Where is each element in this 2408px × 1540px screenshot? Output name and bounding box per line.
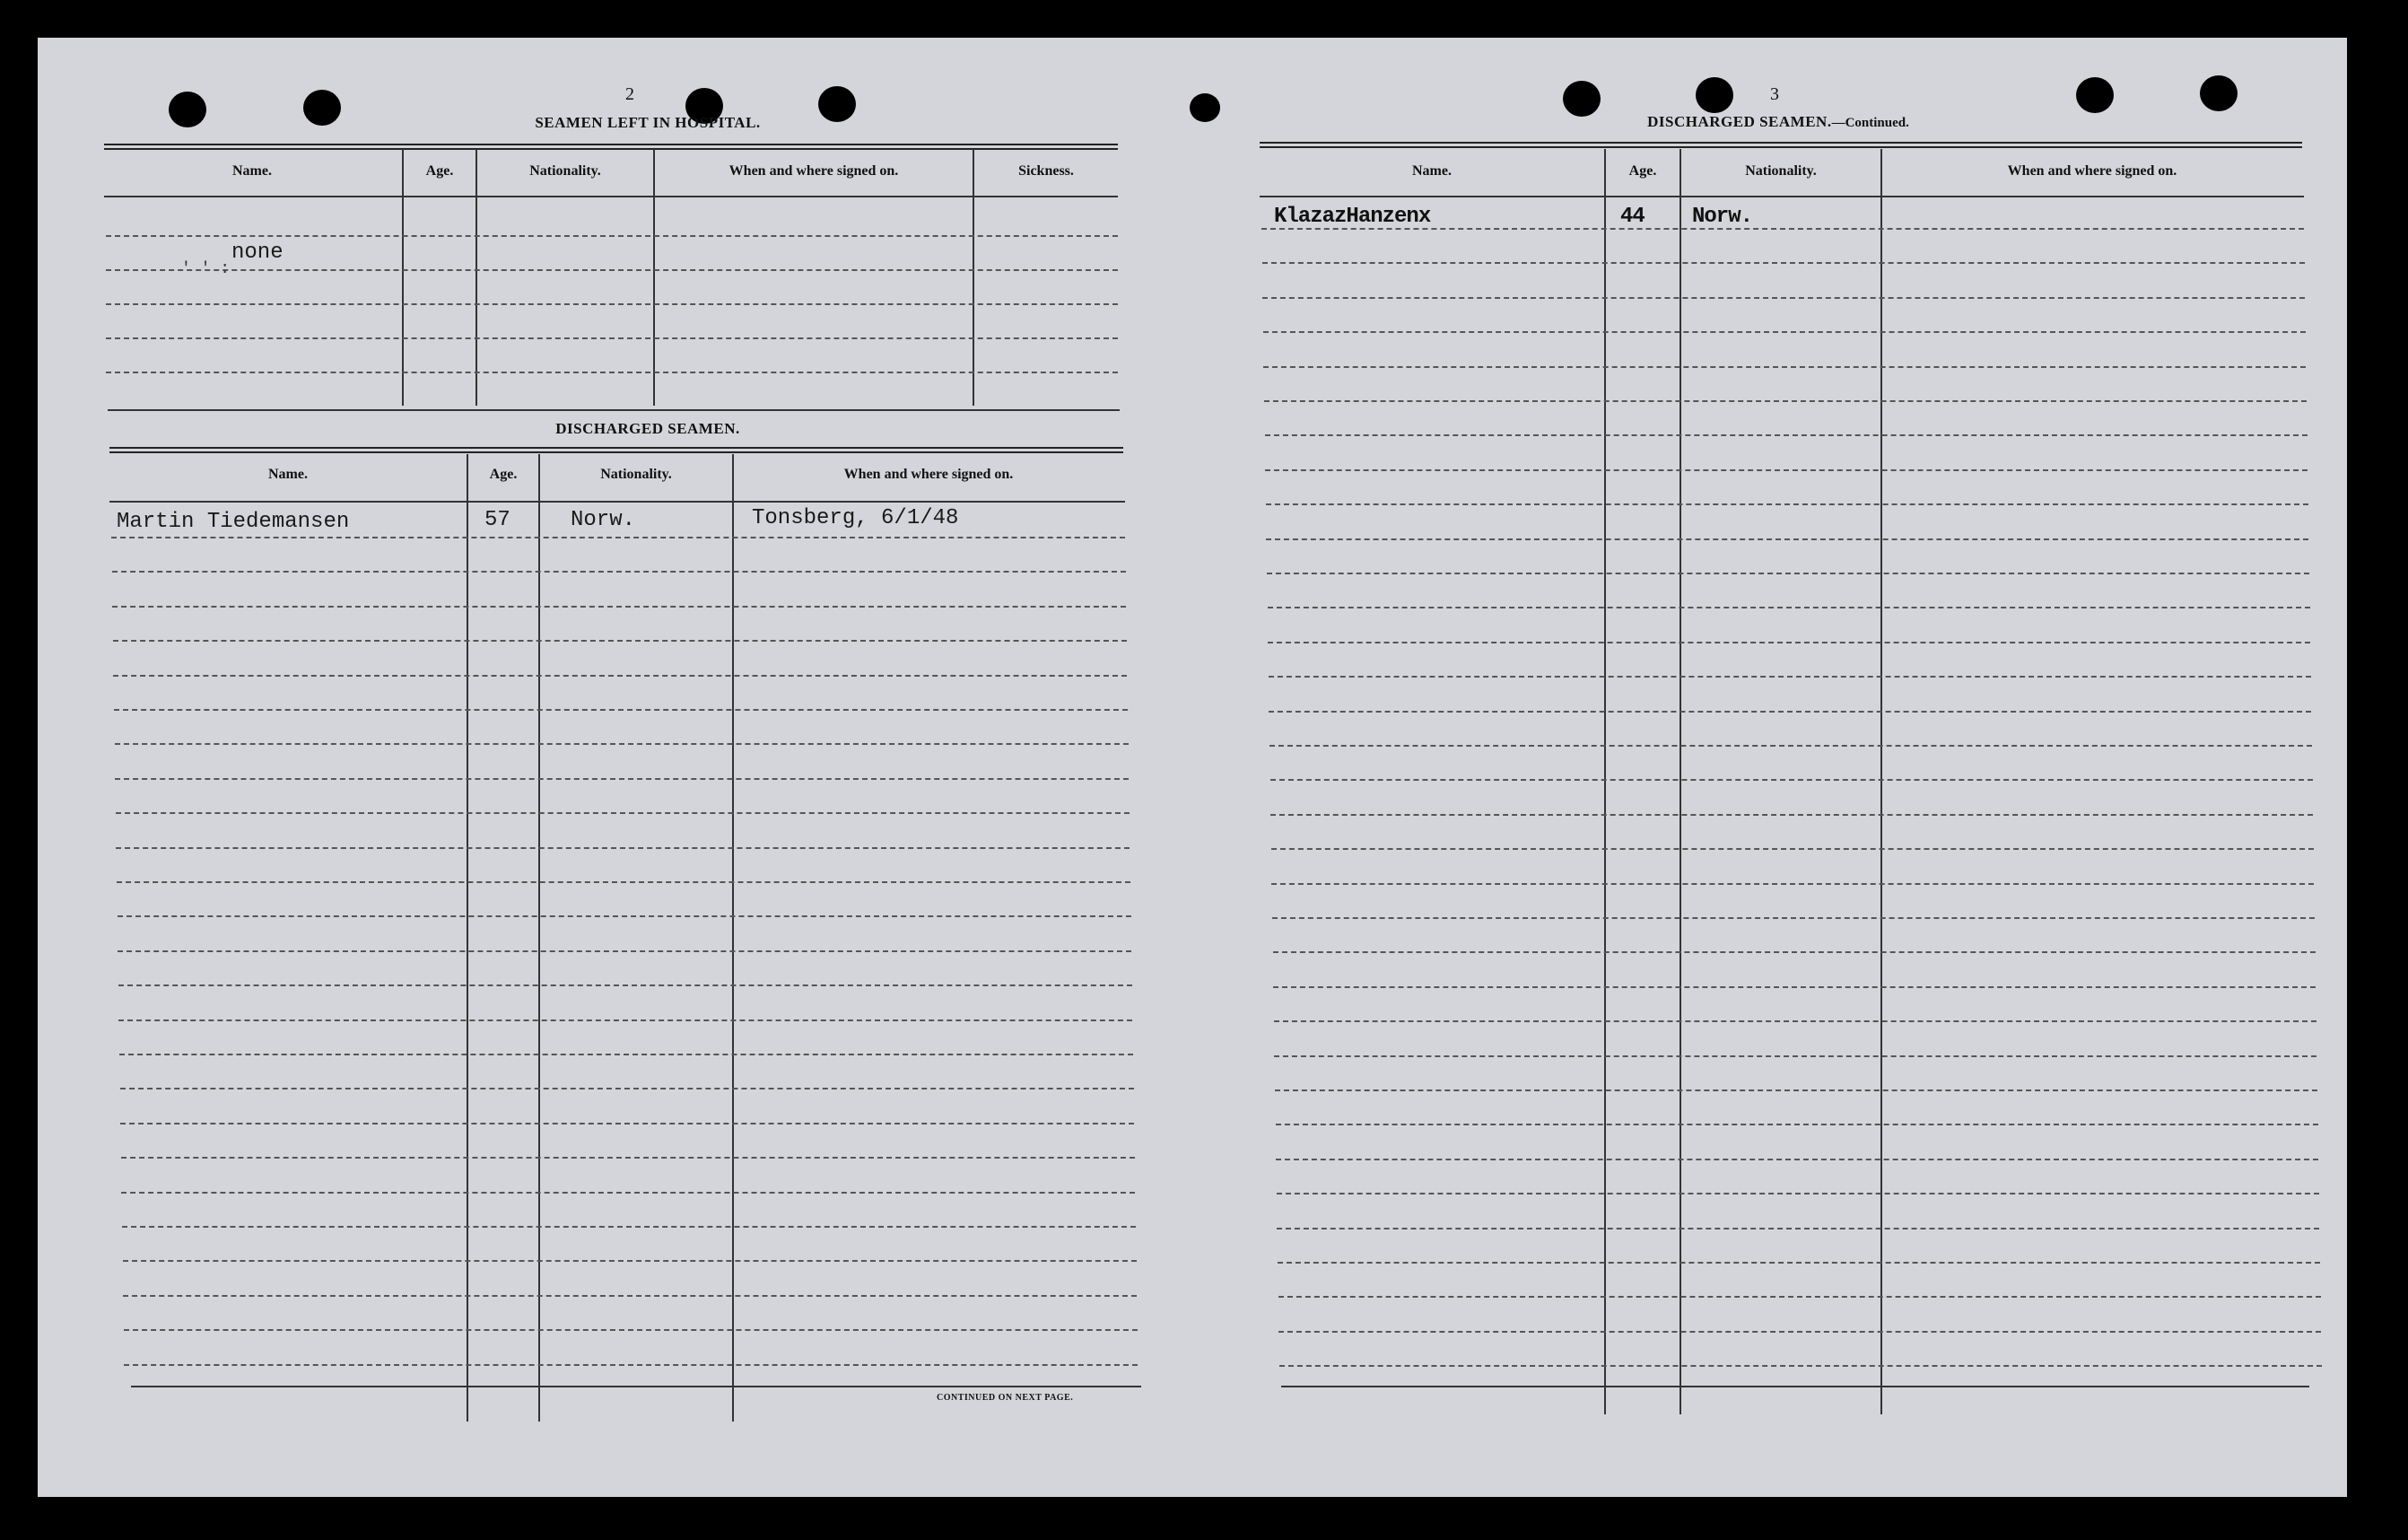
hospital-top-rule	[104, 144, 1118, 150]
discharged-col-divider	[467, 454, 468, 1422]
ledger-row-rule	[119, 1054, 1133, 1055]
ledger-row-rule	[112, 606, 1126, 608]
ledger-row-rule	[1268, 607, 2310, 608]
hospital-col-divider	[475, 149, 477, 406]
ledger-row-rule	[1270, 814, 2313, 816]
ledger-row-rule	[1269, 676, 2311, 678]
ledger-row-rule	[1266, 503, 2308, 505]
ledger-row-rule	[1271, 848, 2314, 850]
ledger-row-rule	[113, 675, 1127, 677]
ledger-row-rule	[118, 1019, 1132, 1021]
discharged-row-signed-on: Tonsberg, 6/1/48	[752, 506, 959, 530]
discharged-row-name: Martin Tiedemansen	[117, 510, 350, 534]
ledger-row-rule	[111, 537, 1125, 538]
punch-hole	[2076, 77, 2114, 113]
discharged-row-age: 57	[484, 508, 510, 532]
right-header-signed-on: When and where signed on.	[2007, 163, 2177, 179]
right-top-rule	[1260, 142, 2302, 148]
punch-hole	[1696, 77, 1733, 113]
ledger-row-rule	[1274, 1055, 2316, 1057]
hospital-col-divider	[973, 149, 974, 406]
ledger-row-rule	[121, 1192, 1135, 1194]
discharged-row-nationality: Norw.	[571, 508, 636, 532]
discharged-section-title: DISCHARGED SEAMEN.	[555, 420, 740, 437]
ledger-row-rule	[1278, 1262, 2320, 1264]
hospital-col-divider	[653, 149, 655, 406]
hospital-row-rule	[106, 303, 1118, 305]
discharged-bottom-rule	[131, 1386, 1141, 1387]
hospital-row-rule	[106, 372, 1118, 373]
ledger-row-rule	[123, 1260, 1137, 1262]
right-col-divider	[1604, 149, 1606, 1414]
ledger-row-rule	[1276, 1159, 2318, 1160]
ledger-row-rule	[1273, 986, 2316, 988]
struck-row-name: KlazazHanzenx	[1274, 205, 1431, 229]
ledger-row-rule	[1277, 1193, 2319, 1194]
ledger-row-rule	[118, 984, 1132, 986]
ledger-row-rule	[1269, 711, 2311, 713]
hospital-header-name: Name.	[232, 163, 272, 179]
hospital-header-rule	[104, 196, 1118, 197]
hospital-header-signed-on: When and where signed on.	[729, 163, 899, 179]
ledger-row-rule	[120, 1123, 1134, 1124]
ledger-row-rule	[124, 1329, 1138, 1331]
discharged-col-divider	[538, 454, 540, 1422]
page-number-right: 3	[1770, 84, 1779, 104]
ledger-row-rule	[124, 1364, 1138, 1366]
ink-speck: ' ' :	[181, 260, 231, 278]
continued-section-title	[1599, 113, 1958, 131]
struck-row-nationality: Norw.	[1692, 205, 1753, 229]
discharged-header-age: Age.	[489, 467, 518, 482]
page-number-left: 2	[625, 84, 634, 104]
hospital-bottom-rule	[108, 409, 1120, 411]
ledger-row-rule	[120, 1088, 1134, 1089]
ledger-row-rule	[1270, 779, 2313, 781]
continued-section-title-suffix: —Continued.	[1831, 116, 1909, 130]
punch-hole	[1190, 93, 1220, 122]
ledger-row-rule	[116, 847, 1130, 849]
punch-hole	[169, 92, 206, 127]
hospital-header-nationality: Nationality.	[529, 163, 601, 179]
hospital-header-age: Age.	[425, 163, 454, 179]
ledger-row-rule	[1263, 331, 2306, 333]
ledger-row-rule	[1278, 1296, 2321, 1298]
ledger-row-rule	[113, 640, 1127, 642]
discharged-header-rule	[109, 501, 1125, 503]
ledger-row-rule	[1262, 262, 2305, 264]
hospital-row-rule	[106, 269, 1118, 271]
ledger-row-rule	[114, 709, 1128, 711]
ledger-row-rule	[117, 881, 1130, 883]
ledger-row-rule	[116, 812, 1130, 814]
ledger-row-rule	[1264, 400, 2307, 402]
discharged-top-rule	[109, 447, 1123, 453]
right-header-name: Name.	[1412, 163, 1452, 179]
discharged-header-signed-on: When and where signed on.	[843, 467, 1014, 482]
ledger-row-rule	[1261, 228, 2304, 230]
hospital-entry-none: none	[231, 241, 284, 265]
ledger-row-rule	[1279, 1365, 2322, 1367]
ledger-row-rule	[1263, 366, 2306, 368]
document-page	[38, 38, 2347, 1497]
ledger-row-rule	[1267, 573, 2309, 574]
ledger-row-rule	[1265, 469, 2308, 471]
ledger-row-rule	[123, 1295, 1137, 1297]
hospital-col-divider	[402, 149, 404, 406]
ledger-row-rule	[1278, 1331, 2321, 1333]
ledger-row-rule	[115, 743, 1129, 745]
punch-hole	[1563, 81, 1601, 117]
ledger-row-rule	[1275, 1089, 2317, 1091]
ledger-row-rule	[122, 1226, 1136, 1228]
ledger-row-rule	[121, 1157, 1135, 1159]
ledger-row-rule	[1276, 1124, 2318, 1125]
ledger-row-rule	[1274, 1020, 2316, 1022]
discharged-header-name: Name.	[268, 467, 308, 482]
ledger-row-rule	[1273, 951, 2316, 953]
ledger-row-rule	[1262, 297, 2305, 299]
punch-hole	[2200, 75, 2238, 111]
ledger-row-rule	[1269, 745, 2312, 747]
ledger-row-rule	[1271, 883, 2314, 885]
ledger-row-rule	[1268, 642, 2310, 643]
right-header-nationality: Nationality.	[1745, 163, 1817, 179]
right-bottom-rule	[1281, 1386, 2309, 1387]
ledger-row-rule	[1266, 538, 2308, 540]
ledger-row-rule	[115, 778, 1129, 780]
right-header-rule	[1260, 196, 2304, 197]
continued-section-title-main: DISCHARGED SEAMEN.	[1647, 113, 1832, 130]
hospital-row-rule	[106, 337, 1118, 339]
punch-hole	[303, 90, 341, 126]
discharged-col-divider	[732, 454, 734, 1422]
ledger-row-rule	[112, 571, 1126, 573]
struck-row-age: 44	[1620, 205, 1645, 229]
ledger-row-rule	[1272, 917, 2315, 919]
hospital-header-sickness: Sickness.	[1018, 163, 1074, 179]
hospital-row-rule	[106, 235, 1118, 237]
right-header-age: Age.	[1628, 163, 1657, 179]
right-col-divider	[1679, 149, 1681, 1414]
hospital-section-title: SEAMEN LEFT IN HOSPITAL.	[535, 114, 761, 131]
right-col-divider	[1880, 149, 1882, 1414]
discharged-header-nationality: Nationality.	[600, 467, 672, 482]
continued-footer: CONTINUED ON NEXT PAGE.	[937, 1393, 1074, 1403]
ledger-row-rule	[1265, 434, 2308, 436]
ledger-row-rule	[1277, 1228, 2319, 1229]
ledger-row-rule	[118, 915, 1131, 917]
ledger-row-rule	[118, 950, 1131, 952]
